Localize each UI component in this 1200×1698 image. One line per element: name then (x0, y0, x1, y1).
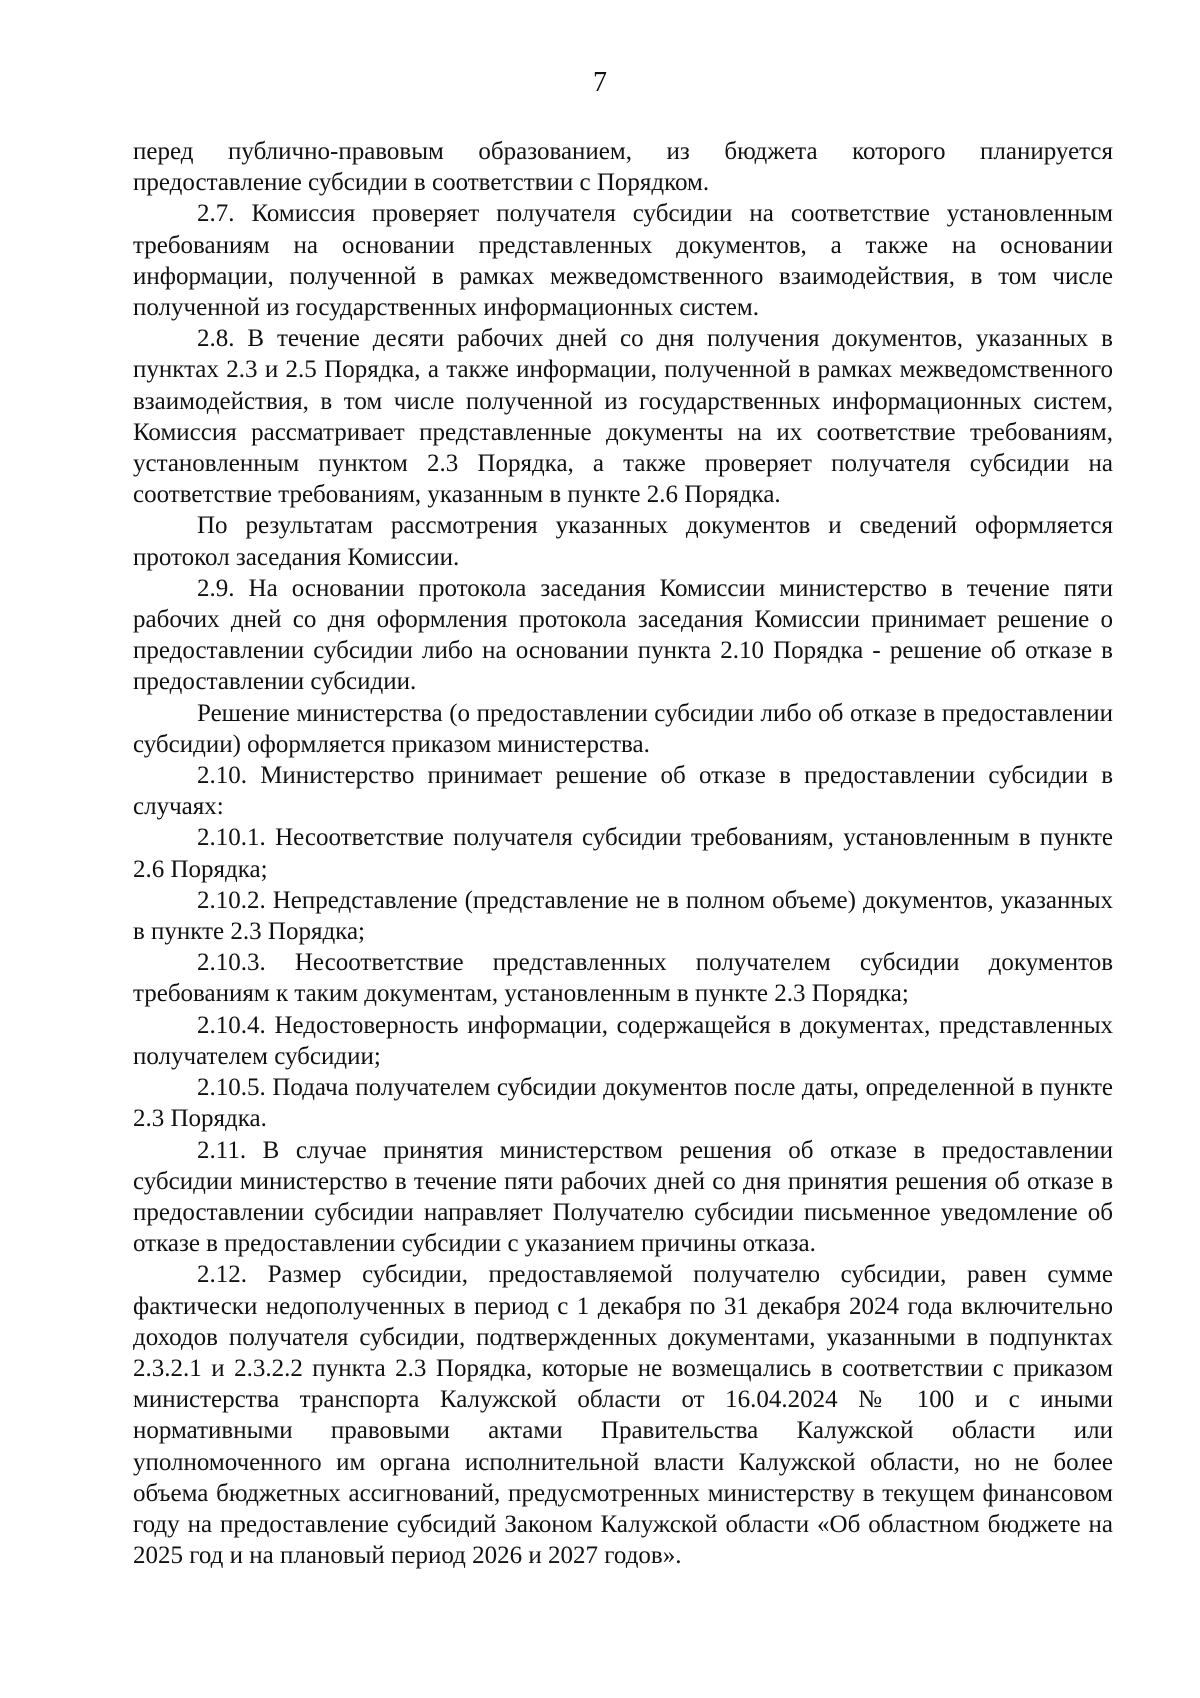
paragraph-2-8: 2.8. В течение десяти рабочих дней со дня получения документов, указанных в пунктах 2.3 и 2.5 Порядка, а также информации, полученной в рамках межведомственного взаимодействия, в том числе полученной из государственных информационных систем, Комиссия рассматривает представленные документы на их соответствие требованиям, установленным пунктом 2.3 Порядка, а также проверяет получателя субсидии на соответствие требованиям, указанным в пункте 2.6 Порядка. (133, 325, 1113, 509)
paragraph-2-11: 2.11. В случае принятия министерством решения об отказе в предоставлении субсидии министерство в течение пяти рабочих дней со дня принятия решения об отказе в предоставлении субсидии направляет Получателю субсидии письменное уведомление об отказе в предоставлении субсидии с указанием причины отказа. (133, 1136, 1113, 1258)
paragraph-decision: Решение министерства (о предоставлении субсидии либо об отказе в предоставлении субсидии) оформляется приказом министерства. (133, 699, 1113, 758)
paragraph-2-9: 2.9. На основании протокола заседания Комиссии министерство в течение пяти рабочих дней со дня оформления протокола заседания Комиссии принимает решение о предоставлении субсидии либо на основании пункта 2.10 Порядка - решение об отказе в предоставлении субсидии. (133, 574, 1113, 696)
page-number: 7 (593, 67, 607, 98)
paragraph-results: По результатам рассмотрения указанных документов и сведений оформляется протокол заседания Комиссии. (133, 512, 1113, 571)
paragraph-2-10-2: 2.10.2. Непредставление (представление не в полном объеме) документов, указанных в пункте 2.3 Порядка; (133, 886, 1113, 946)
paragraph-2-12: 2.12. Размер субсидии, предоставляемой получателю субсидии, равен сумме фактически недополученных в период с 1 декабря по 31 декабря 2024 года включительно доходов получателя субсидии, подтвержденных документами, указанными в подпунктах 2.3.2.1 и 2.3.2.2 пункта 2.3 Порядка, которые не возмещались в соответствии с приказом министерства транспорта Калужской области от 16.04.2024 № 100 и с иными нормативными правовыми актами Правительства Калужской области или уполномоченного им органа исполнительной власти Калужской области, но не более объема бюджетных ассигнований, предусмотренных министерству в текущем финансовом году на предоставление субсидий Законом Калужской области «Об областном бюджете на 2025 год и на плановый период 2026 и 2027 годов». (133, 1261, 1113, 1570)
paragraph-2-10: 2.10. Министерство принимает решение об отказе в предоставлении субсидии в случаях: (133, 762, 1113, 821)
document-body (133, 136, 1113, 1571)
paragraph-continuation: перед публично-правовым образованием, из бюджета которого планируется предоставление субсидии в соответствии с Порядком. (133, 138, 1113, 197)
paragraph-2-10-3: 2.10.3. Несоответствие представленных получателем субсидии документов требованиям к таким документам, установленным в пункте 2.3 Порядка; (133, 949, 1113, 1008)
paragraph-2-10-1: 2.10.1. Несоответствие получателя субсидии требованиям, установленным в пункте 2.6 Порядка; (133, 824, 1113, 883)
paragraph-2-7: 2.7. Комиссия проверяет получателя субсидии на соответствие установленным требованиям на основании представленных документов, а также на основании информации, полученной в рамках межведомственного взаимодействия, в том числе полученной из государственных информационных систем. (133, 200, 1113, 322)
paragraph-2-10-4: 2.10.4. Недостоверность информации, содержащейся в документах, представленных получателем субсидии; (133, 1011, 1113, 1070)
paragraph-2-10-5: 2.10.5. Подача получателем субсидии документов после даты, определенной в пункте 2.3 Порядка. (133, 1074, 1113, 1133)
